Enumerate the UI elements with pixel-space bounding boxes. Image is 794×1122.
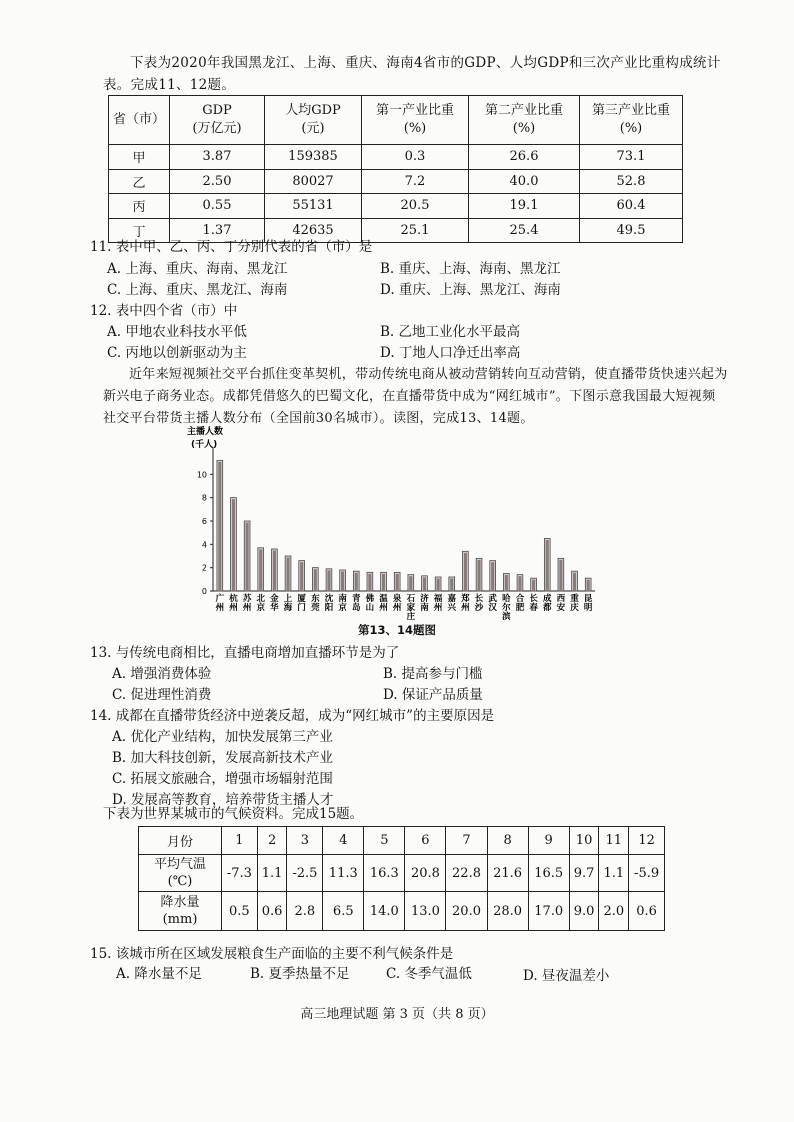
table-cell: 7.2 <box>362 169 469 194</box>
precip-cell: 0.5 <box>222 892 258 931</box>
chart-bar-shade <box>573 573 576 591</box>
chart-category-label: 济南 <box>420 594 429 613</box>
chart-category-label: 厦门 <box>297 594 306 613</box>
chart-bar-shade <box>246 523 249 592</box>
month-cell: 12 <box>629 827 665 855</box>
chart-bar-shade <box>341 572 344 592</box>
temp-cell: -2.5 <box>287 855 323 892</box>
precip-cell: 14.0 <box>364 892 405 931</box>
month-cell: 9 <box>528 827 569 855</box>
chart-y-tick-label: 8 <box>201 493 207 503</box>
month-cell: 2 <box>257 827 287 855</box>
question-11-stem: 11. 表中甲、乙、丙、丁分别代表的省（市）是 <box>90 239 373 255</box>
chart-category-label: 武汉 <box>488 594 497 613</box>
chart-caption: 第13、14题图 <box>358 623 437 637</box>
intro-11-12: 下表为2020年我国黑龙江、上海、重庆、海南4省市的GDP、人均GDP和三次产业比重构成统计表。完成11、12题。 <box>103 55 721 93</box>
chart-category-label: 青岛 <box>351 594 361 613</box>
header-cell: 第一产业比重 (%) <box>362 96 469 145</box>
chart-category-label: 上海 <box>283 594 293 613</box>
table-row <box>109 169 683 194</box>
chart-category-label: 广州 <box>215 594 225 613</box>
precip-cell: 28.0 <box>487 892 528 931</box>
chart-bar-shade <box>355 573 358 591</box>
month-cell: 3 <box>287 827 323 855</box>
table-cell: 25.4 <box>469 218 580 243</box>
q12-option-d[interactable]: D. 丁地人口净迁出率高 <box>380 345 521 361</box>
chart-category-label: 沈阳 <box>324 594 334 613</box>
chart-category-label: 温州 <box>379 594 388 613</box>
precip-cell: 20.0 <box>446 892 487 931</box>
month-cell: 10 <box>569 827 599 855</box>
table-cell: 25.1 <box>362 218 469 243</box>
chart-bar-shade <box>559 560 562 591</box>
chart-bar-shade <box>518 576 521 591</box>
q12-option-b[interactable]: B. 乙地工业化水平最高 <box>380 324 521 340</box>
q15-option-b[interactable]: B. 夏季热量不足 <box>250 966 350 982</box>
precip-cell: 2.0 <box>599 892 629 931</box>
header-cell: 第三产业比重 (%) <box>580 96 683 145</box>
precip-cell: 0.6 <box>257 892 287 931</box>
table-cell: 42635 <box>265 218 362 243</box>
q14-option-b[interactable]: B. 加大科技创新，发展高新技术产业 <box>112 750 334 766</box>
chart-bar-shade <box>450 579 453 592</box>
month-cell: 7 <box>446 827 487 855</box>
question-14-stem: 14. 成都在直播带货经济中逆袭反超，成为“网红城市”的主要原因是 <box>90 708 495 724</box>
chart-category-label: 昆明 <box>583 594 593 613</box>
table-cell: 19.1 <box>469 194 580 219</box>
chart-category-label: 北京 <box>256 594 266 613</box>
month-cell: 5 <box>364 827 405 855</box>
chart-bar-shade <box>314 569 317 591</box>
chart-category-label: 杭州 <box>229 594 238 613</box>
q11-option-c[interactable]: C. 上海、重庆、黑龙江、海南 <box>107 282 288 298</box>
chart-category-label: 苏州 <box>242 594 252 613</box>
table-row <box>109 145 683 170</box>
temp-cell: 11.3 <box>323 855 364 892</box>
month-cell: 11 <box>599 827 629 855</box>
page-footer: 高三地理试题 第 3 页（共 8 页） <box>300 1007 494 1022</box>
climate-table <box>138 826 665 931</box>
row-header-precip: 降水量 (mm) <box>139 892 222 931</box>
temp-cell: 20.8 <box>405 855 446 892</box>
chart-bar-shade <box>491 562 494 591</box>
chart-bar-shade <box>259 549 262 591</box>
chart-bar-shade <box>423 577 426 591</box>
table-cell: 0.3 <box>362 145 469 170</box>
header-cell: 省（市） <box>109 96 170 145</box>
month-cell: 4 <box>323 827 364 855</box>
q14-option-c[interactable]: C. 拓展文旅融合，增强市场辐射范围 <box>112 771 333 787</box>
table-cell: 甲 <box>109 145 170 170</box>
chart-category-label: 福州 <box>433 594 443 613</box>
chart-ylabel: 主播人数 <box>187 427 224 437</box>
chart-bar-shade <box>218 462 221 591</box>
chart-bar-shade <box>464 553 467 591</box>
chart-category-label: 嘉兴 <box>447 594 457 613</box>
q12-option-a[interactable]: A. 甲地农业科技水平低 <box>107 324 247 340</box>
chart-bar-shade <box>300 562 303 591</box>
table-cell: 丙 <box>109 194 170 219</box>
table-cell: 2.50 <box>170 169 265 194</box>
temp-cell: 9.7 <box>569 855 599 892</box>
chart-y-tick-label: 4 <box>201 540 207 550</box>
temp-cell: 16.5 <box>528 855 569 892</box>
row-header-temp: 平均气温 (℃) <box>139 855 222 892</box>
q14-option-d[interactable]: D. 发展高等教育，培养带货主播人才 <box>112 792 334 808</box>
q11-option-d[interactable]: D. 重庆、上海、黑龙江、海南 <box>380 282 561 298</box>
question-12-stem: 12. 表中四个省（市）中 <box>90 303 238 319</box>
temp-cell: 16.3 <box>364 855 405 892</box>
temp-cell: 1.1 <box>257 855 287 892</box>
q13-option-b[interactable]: B. 提高参与门槛 <box>383 666 483 682</box>
chart-category-label: 长春 <box>529 594 538 613</box>
chart-yunit: (千人) <box>191 440 218 450</box>
table-cell: 0.55 <box>170 194 265 219</box>
chart-y-tick-label: 2 <box>201 563 207 573</box>
question-13-stem: 13. 与传统电商相比，直播电商增加直播环节是为了 <box>90 645 400 661</box>
chart-bar-shade <box>327 570 330 591</box>
q14-option-a[interactable]: A. 优化产业结构，加快发展第三产业 <box>112 729 333 745</box>
precip-cell: 17.0 <box>528 892 569 931</box>
q15-option-d[interactable]: D. 昼夜温差小 <box>523 968 610 984</box>
precip-cell: 2.8 <box>287 892 323 931</box>
precip-cell: 0.6 <box>629 892 665 931</box>
chart-category-label: 合肥 <box>515 594 525 613</box>
chart-y-tick-label: 6 <box>201 517 207 526</box>
q13-option-d[interactable]: D. 保证产品质量 <box>383 687 483 703</box>
precip-cell: 13.0 <box>405 892 446 931</box>
chart-bar-shade <box>368 574 371 591</box>
temp-cell: 21.6 <box>487 855 528 892</box>
chart-y-tick-label: 0 <box>201 587 207 596</box>
q11-option-a[interactable]: A. 上海、重庆、海南、黑龙江 <box>107 261 288 277</box>
question-15-stem: 15. 该城市所在区域发展粮食生产面临的主要不利气候条件是 <box>90 946 454 962</box>
temp-cell: -7.3 <box>222 855 258 892</box>
precip-cell: 6.5 <box>323 892 364 931</box>
chart-bar-shade <box>505 575 508 591</box>
table-cell: 乙 <box>109 169 170 194</box>
row-header-month: 月份 <box>139 827 222 855</box>
chart-bar-shade <box>382 574 385 591</box>
table-cell: 1.37 <box>170 218 265 243</box>
table-cell: 40.0 <box>469 169 580 194</box>
q13-option-a[interactable]: A. 增强消费体验 <box>112 666 212 682</box>
q15-option-a[interactable]: A. 降水量不足 <box>116 966 202 982</box>
chart-category-label: 郑州 <box>461 594 470 613</box>
precip-cell: 9.0 <box>569 892 599 931</box>
temp-cell: -5.9 <box>629 855 665 892</box>
header-cell: 人均GDP (元) <box>265 96 362 145</box>
chart-category-label: 哈尔滨 <box>502 594 511 620</box>
q12-option-c[interactable]: C. 丙地以创新驱动为主 <box>107 345 247 361</box>
table-cell: 52.8 <box>580 169 683 194</box>
month-cell: 8 <box>487 827 528 855</box>
streamer-chart <box>185 425 605 620</box>
chart-category-label: 重庆 <box>570 594 579 613</box>
chart-bar-shade <box>286 558 289 592</box>
gdp-table-header-row <box>109 96 683 145</box>
chart-bar-shade <box>409 576 412 591</box>
chart-category-label: 成都 <box>542 594 552 613</box>
streamer-bar-chart <box>185 425 605 620</box>
intro-15: 下表为世界某城市的气候资料。完成15题。 <box>103 806 364 822</box>
chart-bar-shade <box>532 580 535 591</box>
month-cell: 6 <box>405 827 446 855</box>
table-row <box>139 855 665 892</box>
header-cell: GDP (万亿元) <box>170 96 265 145</box>
header-cell: 第二产业比重 (%) <box>469 96 580 145</box>
chart-category-label: 南京 <box>338 594 347 613</box>
table-cell: 26.6 <box>469 145 580 170</box>
chart-category-label: 东莞 <box>311 594 320 613</box>
q13-option-c[interactable]: C. 促进理性消费 <box>112 687 212 703</box>
table-cell: 3.87 <box>170 145 265 170</box>
table-cell: 159385 <box>265 145 362 170</box>
intro-13-14: 近年来短视频社交平台抓住变革契机，带动传统电商从被动营销转向互动营销，使直播带货快速兴起为新兴电子商务业态。成都凭借悠久的巴蜀文化，在直播带货中成为“网红城市”。下图示意我国最大短视频社交平台带货主播人数分布（全国前30名城市）。读图，完成13、14题。 <box>103 367 728 426</box>
table-cell: 49.5 <box>580 218 683 243</box>
q11-option-b[interactable]: B. 重庆、上海、海南、黑龙江 <box>380 261 561 277</box>
month-cell: 1 <box>222 827 258 855</box>
chart-bar-shade <box>587 580 590 591</box>
table-cell: 丁 <box>109 218 170 243</box>
chart-category-label: 西安 <box>556 594 566 613</box>
table-cell: 60.4 <box>580 194 683 219</box>
table-row <box>139 892 665 931</box>
chart-category-label: 泉州 <box>392 594 402 613</box>
chart-bar-shade <box>477 560 480 591</box>
temp-cell: 22.8 <box>446 855 487 892</box>
chart-bar-shade <box>437 579 440 592</box>
table-cell: 20.5 <box>362 194 469 219</box>
chart-bar-shade <box>232 499 235 591</box>
gdp-table <box>108 95 683 243</box>
chart-bar-shade <box>546 540 549 591</box>
q15-option-c[interactable]: C. 冬季气温低 <box>386 966 472 982</box>
chart-category-label: 长沙 <box>474 594 484 613</box>
temp-cell: 1.1 <box>599 855 629 892</box>
table-row <box>109 194 683 219</box>
table-cell: 55131 <box>265 194 362 219</box>
table-cell: 80027 <box>265 169 362 194</box>
table-row <box>139 827 665 855</box>
chart-y-tick-label: 10 <box>196 470 207 480</box>
chart-category-label: 金华 <box>270 594 279 613</box>
chart-bar-shade <box>396 574 399 591</box>
chart-category-label: 佛山 <box>365 594 375 613</box>
chart-category-label: 石家庄 <box>406 594 416 620</box>
table-cell: 73.1 <box>580 145 683 170</box>
chart-bar-shade <box>273 551 276 592</box>
